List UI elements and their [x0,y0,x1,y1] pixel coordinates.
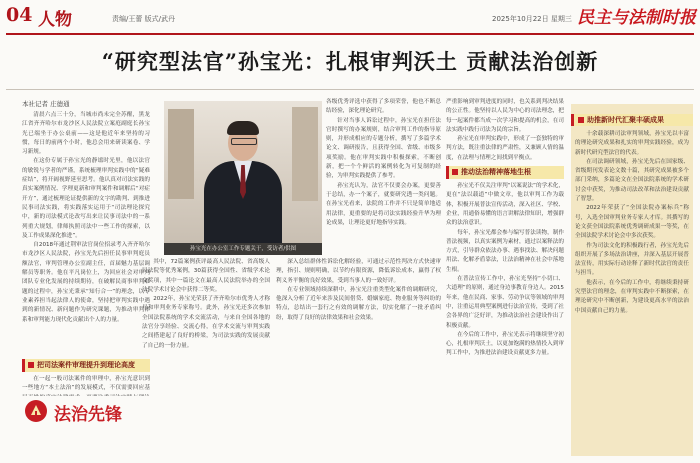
subhead-marker-icon [578,117,584,123]
page-number: 04 [6,4,33,26]
issue-date: 2025年10月22日 星期三 [492,15,572,23]
paragraph: 在今后的工作中，孙宝光表示将继续坚守初心，扎根审判沃土，以更加饱满的热情投入到审判工作中，为推进法治建设贡献更多力量。 [446,331,564,357]
logo-text: 法治先锋 [54,405,122,425]
subhead-marker-icon [28,362,34,368]
column-2 [142,258,270,456]
paragraph: 作为司法文化的积极践行者，孙宝光先后组织开展了多场法治讲座，并深入基层开展普法宣传，用实际行动诠释了新时代法官的责任与担当。 [575,242,689,277]
title-divider [6,89,694,90]
paragraph: 在一起一般司法案件的审理中，孙宝光意识到一些地方“本土法治”的发展模式，不仅需要回应基 [22,376,150,392]
subhead-3: 助推新时代汇聚丰硕成果 [571,114,693,126]
paragraph: 在专业领域持续深耕中，孙宝光注重类型化案件的调解研究，他深入分析了近年来涉及民间借贷、婚姻家庭、物业服务等纠纷的特点，总结出一套行之有效的调解方法，切实化解了一批矛盾纠纷，取得了良好的法律效果和社会效果。 [276,286,441,321]
paragraph: 每年，孙宝光都会参与编写普法读物，制作普法视频，以真实案例为素材，通过以案释法的方式，引导群众依法办事、遇事找法、解决问题用法、化解矛盾靠法，让法治精神在社会中落地生根。 [446,229,564,273]
article-title: “研究型法官”孙宝光：扎根审判沃土 贡献法治创新 [101,49,599,74]
paragraph: 在普法宣传工作中，孙宝光坚持“小切口、大道理”的原则，通过身边事教育身边人。2015年来，他在民商、家事、劳动争议等领域的审判中，注重运用典型案例进行法治宣传，受到了社会各界的广泛好评，为推动法治社会建设作出了积极贡献。 [446,276,564,329]
paragraph: 清晨六点三十分，当城市尚未完全苏醒，黑龙江省齐齐哈尔市龙沙区人民法院立案庭副庭长孙宝光已端坐于办公桌前——这是他近年来坚持的习惯，每日的前两个小时，他总会用来研读案卷、学习新规。 [22,112,150,156]
column-4 [446,98,564,456]
page-header [0,0,700,36]
paragraph: 针对当事人诉讼过程中，孙宝光在担任法官时撰写的办案规则，结合审判工作的指导原则，并形成相应的专题分析，撰写了多篇学术论文、调研报告，且获得全国、省级、市级多项奖励。他在审判实践中积极探索，不断创新，把一个个鲜活的案例转化为可复制的经验，为审判实践提供了参考。 [326,117,441,180]
paragraph: 深入总结群体性诉讼化解经验，可通过示范性判决方式快速审理，指引、规则明确，以节约有限资源，降低诉讼成本，赢得了权利义务平衡的良好效果，受到当事人的一致好评。 [276,259,441,284]
subhead-2: 推动法治精神落地生根 [446,166,564,179]
subhead-1: 把司法案件审理提升到理论高度 [22,359,150,372]
newspaper-brand: 民主与法制时报 [577,8,696,28]
paragraph: 2022年荣获了“全国法院办案标兵”称号，入选全国审判业务专家人才库。其撰写的论文获全国法院系统优秀调研成果一等奖，在全国法院学术讨论会中多次获奖。 [575,205,689,240]
paragraph: 各级优秀评选中获得了多项荣誉，他也不断总结经验，深化理论研究。 [326,99,441,115]
fazhi-xianfeng-logo [24,398,152,424]
logo-mark-icon [24,399,48,423]
column-3-upper [326,98,441,246]
byline: 本社记者 庄德通 [22,100,70,108]
column-1-lower [22,356,150,396]
paragraph: 十余载深耕司法审判领域，孙宝光以丰富的理论研究成果和扎实的审判实践经验，成为新时代研究型法官的代表。 [575,131,689,156]
paragraph: 孙宝光不仅关注审判“以案说法”的学术化，更在“法以载道”中做文章，他以审判工作为载体，积极开展普法宣传活动，深入社区、学校、企业，用通俗易懂的语言讲解法律知识，增强群众的法治意识。 [446,183,564,227]
column-5 [575,130,689,452]
subhead-marker-icon [452,169,458,175]
paragraph: 2022年，孙宝光荣获了齐齐哈尔市优秀人才称号和审判业务专家称号。此外，孙宝光还多次参加全国法院系统的学术交流活动，与来自全国各地的法官分享经验、交流心得，在学术交流与审判实践之间搭建起了良好的桥梁，为司法实践的发展贡献了自己的一份力量。 [142,296,270,349]
column-3-lower [276,258,441,456]
section-title: 人物 [38,10,72,30]
paragraph: 他表示，在今后的工作中，将继续秉持研究型法官的理念，在审判实践中不断探索，在理论研究中不断创新，为建设更高水平的法治中国贡献自己的力量。 [575,279,689,314]
paragraph: 其中，72篇案例获评最高人民法院、省高级人民法院等优秀案例，30篇获得全国性、省级学术论文奖项，其中一篇论文在最高人民法院举办的全国法院学术讨论会中获得二等奖。 [142,259,270,293]
header-divider [6,33,694,35]
portrait-photo [164,101,322,243]
paragraph: 在司法调研领域，孙宝光先后在国家级、省级期刊发表论文数十篇，其研究成果被多个部门采纳，多篇论文在全国法院系统的学术研讨会中获奖，为推动司法改革和法治建设贡献了智慧。 [575,158,689,203]
paragraph: 孙宝光认为，法官不仅要会办案，更要善于总结，办一个案子，就要研究透一类问题。在孙宝光看来，法院的工作并不只是简单地适用法律，更重要的是将司法实践经验升华为理论成果，让理论更好地指导实践。 [326,182,441,226]
paragraph: 孙宝光在审判实践中，形成了一套独特的审判方法，既注重法律的严肃性，又兼顾人情的温度，在法理与情理之间找到平衡点。 [446,136,564,161]
photo-caption: 孙宝光在办公室工作专题关于，受访者/供图 [164,243,322,255]
paragraph: 自2018年通过荆审法官岗位招录考入齐齐哈尔市龙沙区人民法院，孙宝光先后担任民事审判庭员额法官，审判管理办公室副主任，首届魅力基层调解员等职务。他在平凡岗位上，为回应社会对审判团队专业化发展的持续期待，在破解民商事审判难题的过程中，孙宝光秉承“知行合一”的理念，以专业素养担当起法律人的使命，坚持把审判实践中遇到的新情况、新问题作为研究课题，为推动审判体系和审判能力现代化贡献出个人的力量。 [22,242,150,323]
paragraph: 严重影响到审判进度的同时，也关系到判决结果的公正性。他坚持以人民为中心的司法理念，把每一起案件都当成一次学习和提高的机会，在司法实践中践行司法为民的宗旨。 [446,99,564,133]
editors-line: 责编/王蕾 版式/武丹 [112,15,175,23]
column-1 [22,111,150,356]
paragraph: 在这份专属于孙宝光的静谧时光里，他以法官的敏锐与学者的严谨，系统梳理审判实践中的“疑难症结”，将开阔视野延至思考。他认真对司法实践的真实案例情况、学理更新和审判案件和调解后“对症开方”，通过梳理论证提供新的文字的勘判、到推进民事司法实践，将实践落实运用于“司法理论探究中，新的司法模式论改写出来让民事司法中的一系列重大规划，律师执照司法中一些工作的探索，以及工作成果深化推进”。 [22,158,150,239]
